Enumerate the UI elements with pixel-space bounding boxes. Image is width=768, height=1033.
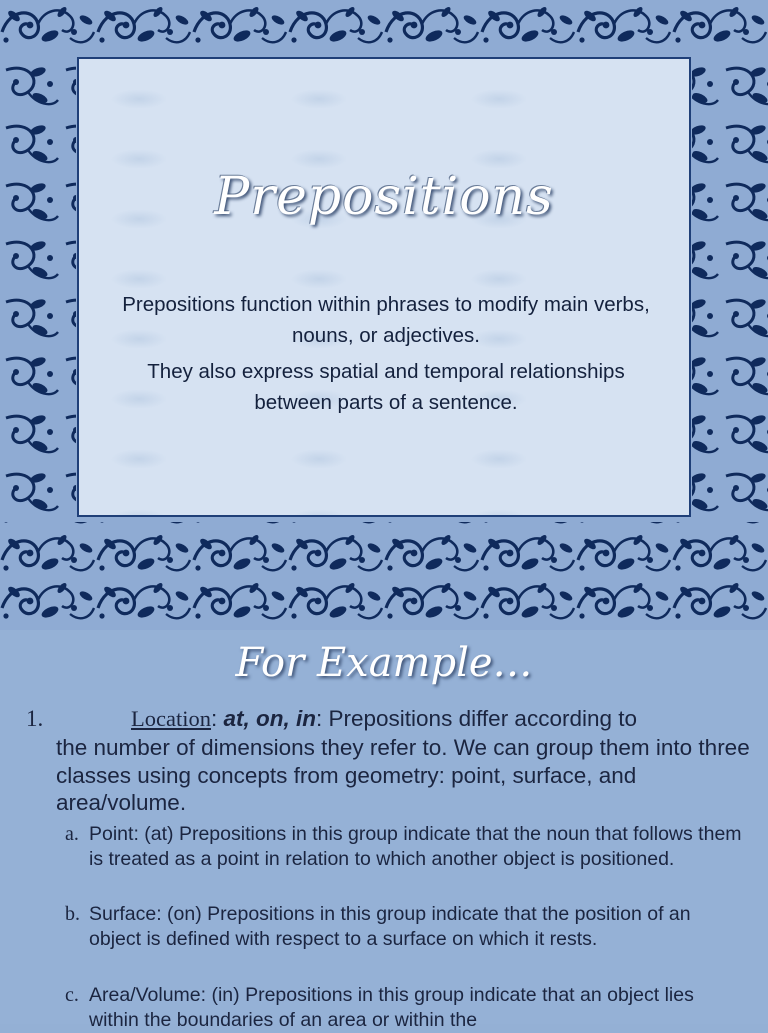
sub-item-text: Surface: (on) Prepositions in this group indicate that the position of an object is defined with respect to a surface on which it rests. — [89, 903, 691, 950]
intro-panel — [77, 57, 691, 517]
list-item-first-line — [131, 706, 637, 732]
sub-item-text: Point: (at) Prepositions in this group indicate that the noun that follows them is treated as a point in relation to which another object is positioned. — [89, 823, 742, 870]
intro-paragraph-2: They also express spatial and temporal relationships between parts of a sentence. — [147, 360, 625, 414]
keywords: at, on, in — [223, 706, 316, 731]
intro-paragraph-1: Prepositions function within phrases to modify main verbs, nouns, or adjectives. — [122, 293, 650, 347]
label-separator: : — [210, 706, 224, 731]
slide-for-example — [0, 630, 768, 1031]
sub-item-text: Area/Volume: (in) Prepositions in this group indicate that an object lies within the boundaries of an area or within the — [89, 984, 694, 1031]
sub-item-area-volume — [65, 983, 745, 1033]
sub-item-letter: b. — [65, 903, 80, 925]
sub-item-point — [65, 822, 745, 872]
sub-item-letter: c. — [65, 984, 79, 1006]
example-title: For Example… — [235, 640, 533, 686]
sub-item-letter: a. — [65, 823, 79, 845]
slide-title: Prepositions — [214, 167, 554, 227]
sub-item-surface — [65, 902, 745, 952]
location-label: Location — [131, 706, 211, 731]
first-line-text: : Prepositions differ according to — [316, 706, 638, 731]
list-number: 1. — [26, 706, 44, 731]
list-item-continuation: the number of dimensions they refer to. We can group them into three classes using concepts from geometry: point, surface, and area/volume. — [56, 735, 750, 815]
